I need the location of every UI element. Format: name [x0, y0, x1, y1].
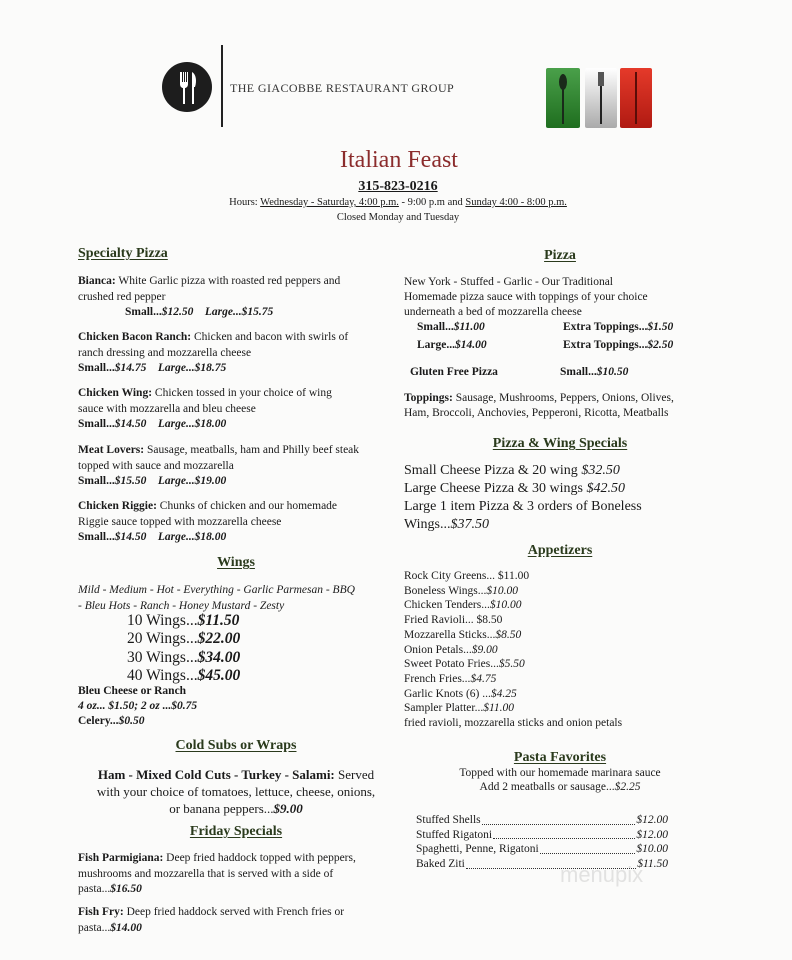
price: $19.00: [194, 475, 227, 487]
pasta-name: Spaghetti, Penne, Rigatoni: [416, 843, 539, 856]
item-name: Ham - Mixed Cold Cuts - Turkey - Salami:: [97, 767, 335, 782]
hours-label: Hours:: [229, 197, 258, 208]
price: $34.00: [197, 648, 241, 666]
price: $15.50: [114, 475, 147, 487]
size-label: Large...: [157, 531, 195, 543]
pasta-heading: Pasta Favorites: [513, 750, 607, 765]
toppings-list: Ham, Broccoli, Anchovies, Pepperoni, Ricotta, Meatballs: [404, 407, 669, 419]
appetizer-name: Boneless Wings...: [404, 584, 487, 597]
size-label: Small...: [560, 366, 597, 378]
price: $11.00: [497, 570, 530, 582]
price: $32.50: [581, 463, 620, 478]
size-label: Large...: [157, 418, 195, 430]
appetizer-name: Mozzarella Sticks...: [404, 628, 496, 641]
pasta-name: Stuffed Shells: [416, 814, 481, 826]
item-name: Fish Fry:: [78, 906, 124, 918]
watermark: menupix: [560, 862, 644, 887]
appetizer-name: Fried Ravioli...: [404, 614, 477, 627]
hours: [229, 198, 567, 209]
closed-days: Closed Monday and Tuesday: [336, 212, 460, 223]
pizza-desc: New York - Stuffed - Garlic - Our Traditional: [404, 276, 614, 288]
fork-knife-logo-icon: [162, 62, 212, 112]
wings-heading: Wings: [217, 555, 255, 570]
size-label: Extra Toppings...: [563, 339, 648, 351]
item-desc: pasta...: [78, 922, 111, 934]
item-desc: ranch dressing and mozzarella cheese: [78, 346, 252, 359]
wing-size: 40 Wings...: [127, 666, 198, 684]
price: $4.25: [490, 687, 517, 700]
price: $42.50: [586, 481, 625, 496]
flavors-line: Mild - Medium - Hot - Everything - Garlic Parmesan - BBQ: [78, 584, 355, 596]
item-desc: sauce with mozzarella and bleu cheese: [78, 402, 256, 415]
dip-prices: 4 oz... $1.50; 2 oz ...$0.75: [78, 700, 198, 712]
sampler-note: fried ravioli, mozzarella sticks and onion petals: [404, 717, 623, 730]
item-name: Chicken Bacon Ranch:: [78, 331, 192, 343]
size-label: Large...: [204, 306, 242, 318]
wing-size: 30 Wings...: [127, 648, 198, 666]
pizza-description: [404, 275, 648, 320]
wing-flavors: [78, 582, 355, 614]
price: $11.50: [197, 612, 240, 629]
item-desc: mushrooms and mozzarella that is served with a side of: [78, 867, 334, 880]
toppings-label: Toppings:: [404, 392, 453, 404]
price: $2.50: [647, 339, 674, 351]
price: $18.00: [194, 418, 227, 430]
pizza-desc: Homemade pizza sauce with toppings of your choice: [404, 291, 648, 303]
pasta-item: [416, 813, 668, 828]
appetizers-list: [404, 569, 622, 731]
special-item: Large 1 item Pizza & 3 orders of Boneless: [404, 499, 642, 514]
size-label: Large...: [157, 475, 195, 487]
price: $22.00: [197, 630, 241, 648]
item-desc: Chunks of chicken and our homemade: [156, 500, 338, 512]
price: $9.00: [471, 643, 498, 656]
item-desc: Deep fried haddock served with French fries or: [123, 906, 345, 918]
price: $12.00: [636, 814, 668, 826]
price: $12.00: [636, 828, 668, 841]
item-name: Bianca:: [78, 275, 116, 287]
price: $14.50: [114, 531, 147, 543]
price: $14.50: [114, 418, 147, 430]
price: $12.50: [161, 306, 194, 318]
price: $37.50: [450, 517, 489, 532]
menu-item-bianca: [78, 274, 340, 321]
price: $0.50: [118, 715, 145, 727]
appetizers-heading: Appetizers: [527, 543, 593, 558]
size-label: Large...: [417, 339, 456, 351]
menu-item-chicken-riggie: [78, 499, 337, 546]
wing-dips: [78, 684, 197, 729]
price: $16.50: [110, 883, 142, 895]
price: $10.00: [486, 584, 519, 597]
price: $8.50: [476, 614, 503, 627]
price: $14.75: [114, 362, 147, 374]
menu-item-chicken-bacon-ranch: [78, 330, 348, 377]
item-desc: White Garlic pizza with roasted red peppers and: [115, 275, 341, 287]
gluten-free-small: [560, 367, 628, 379]
price: $11.00: [483, 702, 514, 715]
menu-item-meat-lovers: [78, 443, 359, 490]
item-desc: Served: [334, 767, 375, 782]
pasta-name: Stuffed Rigatoni: [416, 828, 493, 841]
dip-label: Bleu Cheese or Ranch: [78, 685, 187, 697]
item-desc: topped with sauce and mozzarella: [78, 459, 234, 472]
hours-sunday: Sunday 4:00 - 8:00 p.m.: [465, 197, 567, 208]
wing-sizes: [127, 612, 240, 685]
item-desc: Deep fried haddock topped with peppers,: [163, 852, 356, 864]
price: $10.00: [489, 599, 522, 612]
addon-label: Add 2 meatballs or sausage...: [479, 781, 615, 793]
pizza-desc: underneath a bed of mozzarella cheese: [404, 306, 582, 318]
extra-toppings-large: [563, 340, 673, 352]
item-desc: crushed red pepper: [78, 290, 166, 303]
special-item: Wings...: [404, 517, 451, 532]
pizza-wing-specials-list: [404, 462, 642, 534]
flavors-line: - Bleu Hots - Ranch - Honey Mustard - Zesty: [78, 600, 285, 612]
special-item: Small Cheese Pizza & 20 wing: [404, 463, 582, 478]
item-desc: Riggie sauce topped with mozzarella cheese: [78, 515, 282, 528]
price: $4.75: [470, 672, 497, 685]
menu-item-fish-parmigiana: [78, 851, 356, 898]
pizza-large: [417, 340, 487, 352]
wing-size: 20 Wings...: [127, 630, 198, 648]
price: $14.00: [110, 922, 142, 934]
hours-weekdays: Wednesday - Saturday, 4:00 p.m.: [260, 197, 399, 208]
spoon-flag-icon: [546, 68, 580, 128]
pizza-toppings: [404, 391, 674, 421]
price: $18.75: [194, 362, 227, 374]
size-label: Small...: [78, 418, 115, 430]
appetizer-name: French Fries...: [404, 672, 471, 685]
group-name: THE GIACOBBE RESTAURANT GROUP: [230, 81, 455, 95]
size-label: Small...: [78, 475, 115, 487]
size-label: Large...: [157, 362, 195, 374]
size-label: Small...: [125, 306, 162, 318]
pasta-note: Topped with our homemade marinara sauce: [459, 767, 661, 779]
phone-number: 315-823-0216: [358, 179, 438, 194]
pizza-wing-specials-heading: Pizza & Wing Specials: [492, 436, 628, 451]
pasta-item: [416, 828, 668, 843]
item-desc: pasta...: [78, 883, 111, 895]
page-title: Italian Feast: [340, 147, 458, 173]
pizza-small: [417, 322, 485, 334]
price: $5.50: [498, 658, 525, 671]
item-desc: Chicken tossed in your choice of wing: [152, 387, 332, 399]
price: $8.50: [495, 628, 522, 641]
toppings-list: Sausage, Mushrooms, Peppers, Onions, Olives,: [452, 392, 674, 404]
item-name: Chicken Wing:: [78, 387, 153, 399]
size-label: Small...: [78, 531, 115, 543]
price: $9.00: [273, 801, 303, 816]
appetizer-name: Rock City Greens...: [404, 570, 498, 582]
friday-specials-heading: Friday Specials: [189, 824, 283, 839]
celery-label: Celery...: [78, 715, 119, 727]
price: $15.75: [241, 306, 274, 318]
price: $11.00: [453, 321, 485, 333]
size-label: Small...: [78, 362, 115, 374]
menu-item-fish-fry: [78, 904, 344, 936]
size-label: Extra Toppings...: [563, 321, 648, 333]
price: $1.50: [647, 321, 674, 333]
cold-subs-heading: Cold Subs or Wraps: [175, 738, 297, 753]
item-desc: Chicken and bacon with swirls of: [191, 331, 349, 343]
price: $2.25: [614, 781, 641, 793]
price: $11.50: [637, 858, 668, 871]
logo-divider: [221, 45, 223, 127]
appetizer-name: Sampler Platter...: [404, 702, 484, 715]
pizza-heading: Pizza: [544, 248, 576, 263]
appetizer-name: Onion Petals...: [404, 643, 472, 656]
appetizer-name: Garlic Knots (6) ...: [404, 687, 491, 700]
appetizer-name: Chicken Tenders...: [404, 599, 490, 612]
price: $10.00: [636, 843, 668, 856]
wing-size: 10 Wings...: [127, 612, 198, 629]
price: $45.00: [197, 666, 241, 684]
specialty-pizza-heading: Specialty Pizza: [78, 246, 168, 261]
extra-toppings-small: [563, 322, 673, 334]
item-name: Chicken Riggie:: [78, 500, 157, 512]
item-desc: or banana peppers...: [169, 801, 274, 816]
pasta-name: Baked Ziti: [416, 858, 465, 871]
price: $14.00: [455, 339, 487, 351]
appetizer-name: Sweet Potato Fries...: [404, 658, 499, 671]
menu-item-chicken-wing: [78, 386, 332, 433]
special-item: Large Cheese Pizza & 30 wings: [404, 481, 587, 496]
price: $18.00: [194, 531, 227, 543]
pasta-item: [416, 842, 668, 857]
knife-flag-icon: [620, 68, 652, 128]
price: $10.50: [596, 366, 629, 378]
fork-flag-icon: [585, 68, 617, 128]
item-name: Meat Lovers:: [78, 444, 145, 456]
item-desc: Sausage, meatballs, ham and Philly beef steak: [144, 444, 360, 456]
cold-subs-item: [97, 766, 375, 817]
gluten-free-label: Gluten Free Pizza: [410, 366, 498, 378]
hours-mid: - 9:00 p.m and: [398, 197, 466, 208]
item-name: Fish Parmigiana:: [78, 852, 164, 864]
pasta-addon: [480, 782, 641, 794]
item-desc: with your choice of tomatoes, lettuce, cheese, onions,: [96, 784, 376, 799]
size-label: Small...: [417, 321, 454, 333]
